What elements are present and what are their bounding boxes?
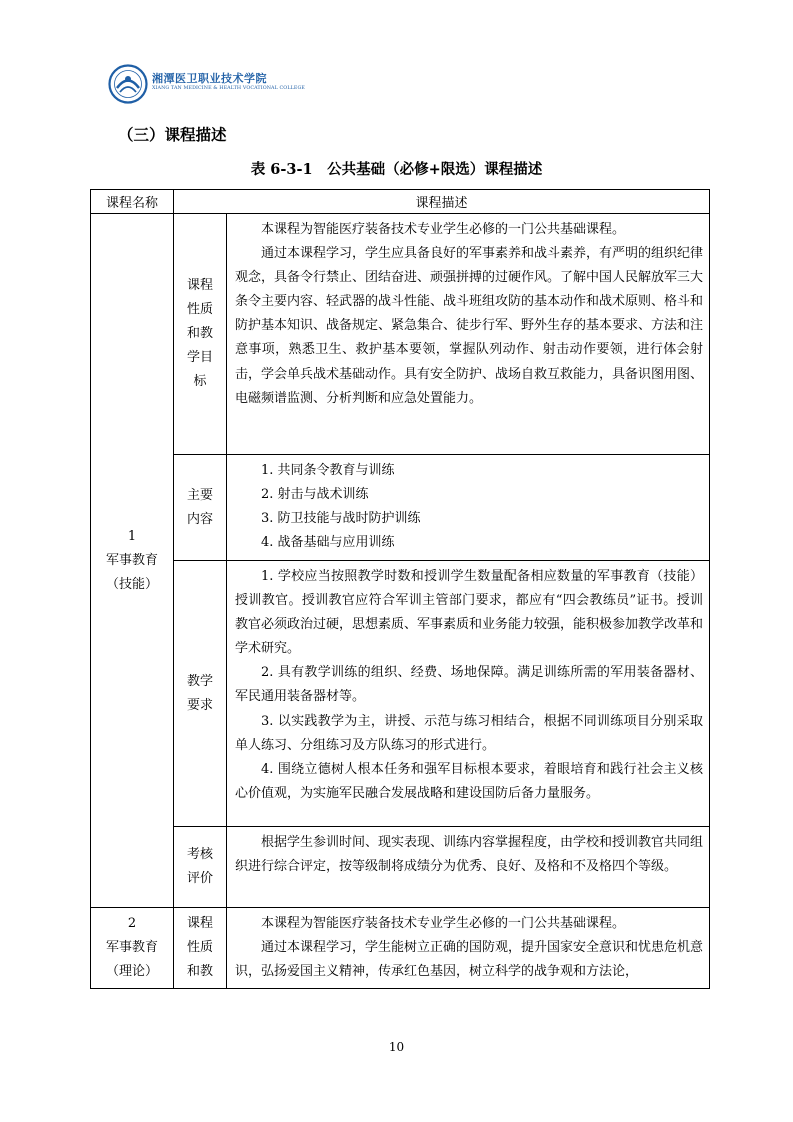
table-row: [91, 561, 710, 827]
section-content: 根据学生参训时间、现实表现、训练内容掌握程度，由学校和授训教官共同组织进行综合评定，按等级制将成绩分为优秀、良好、及格和不及格四个等级。: [227, 827, 710, 908]
college-emblem-icon: [108, 64, 148, 104]
course-name: 军事教育: [105, 940, 158, 955]
college-name: 湘潭医卫职业技术学院: [152, 72, 267, 85]
course-name-cell: [91, 908, 174, 989]
section-title: （三）课程描述: [118, 125, 227, 144]
course-number: 2: [127, 916, 137, 931]
course-name-cell: [91, 214, 174, 908]
table-header-row: [91, 190, 710, 214]
course-name: 军事教育: [105, 552, 158, 568]
table-row: [91, 214, 710, 455]
course-type: （理论）: [105, 964, 158, 979]
section-content: 本课程为智能医疗装备技术专业学生必修的一门公共基础课程。 通过本课程学习，学生能树立正确的国防观，提升国家安全意识和忧患危机意识，弘扬爱国主义精神，传承红色基因，树立科学的战争观和方法论，: [227, 908, 710, 989]
section-label: 主要 内容: [174, 455, 227, 561]
table-row: [91, 827, 710, 908]
course-type: （技能）: [105, 576, 158, 592]
course-description-table: [90, 189, 710, 989]
section-content: 本课程为智能医疗装备技术专业学生必修的一门公共基础课程。 通过本课程学习，学生应具备良好的军事素养和战斗素养，有严明的组织纪律观念，具备令行禁止、团结奋进、顽强拼搏的过硬作风。了解中国人民解放军三大条令主要内容、轻武器的战斗性能、战斗班组攻防的基本动作和战术原则、格斗和防护基本知识、战备规定、紧急集合、徒步行军、野外生存的基本要求、方法和注意事项，熟悉卫生、救护基本要领，掌握队列动作、射击动作要领，进行体会射击，学会单兵战术基础动作。具有安全防护、战场自救互救能力，具备识图用图、电磁频谱监测、分析判断和应急处置能力。: [227, 214, 710, 455]
table-caption: 表 6-3-1 公共基础（必修+限选）课程描述: [250, 161, 543, 178]
header-course-description: 课程描述: [174, 190, 710, 214]
section-label: 教学 要求: [174, 561, 227, 827]
section-label: 课程 性质 和教: [174, 908, 227, 989]
table-row: [91, 455, 710, 561]
table-row: [91, 908, 710, 989]
section-content: 1. 共同条令教育与训练 2. 射击与战术训练 3. 防卫技能与战时防护训练 4. 战备基础与应用训练: [227, 455, 710, 561]
section-content: 1. 学校应当按照教学时数和授训学生数量配备相应数量的军事教育（技能）授训教官。授训教官应符合军训主管部门要求，都应有“四会教练员”证书。授训教官必须政治过硬，思想素质、军事素质和业务能力较强，能积极参加教学改革和学术研究。 2. 具有教学训练的组织、经费、场地保障。满足训练所需的军用装备器材、军民通用装备器材等。 3. 以实践教学为主，讲授、示范与练习相结合，根据不同训练项目分别采取单人练习、分组练习及方队练习的形式进行。 4. 围绕立德树人根本任务和强军目标根本要求，着眼培育和践行社会主义核心价值观，为实施军民融合发展战略和建设国防后备力量服务。: [227, 561, 710, 827]
header-course-name: 课程名称: [91, 190, 174, 214]
section-label: 课程 性质 和教 学目 标: [174, 214, 227, 455]
college-name-en: XIANG TAN MEDICINE & HEALTH VOCATIONAL COLLEGE: [152, 86, 306, 91]
course-number: 1: [127, 528, 137, 544]
page-number: 10: [388, 1040, 405, 1054]
section-label: 考核 评价: [174, 827, 227, 908]
